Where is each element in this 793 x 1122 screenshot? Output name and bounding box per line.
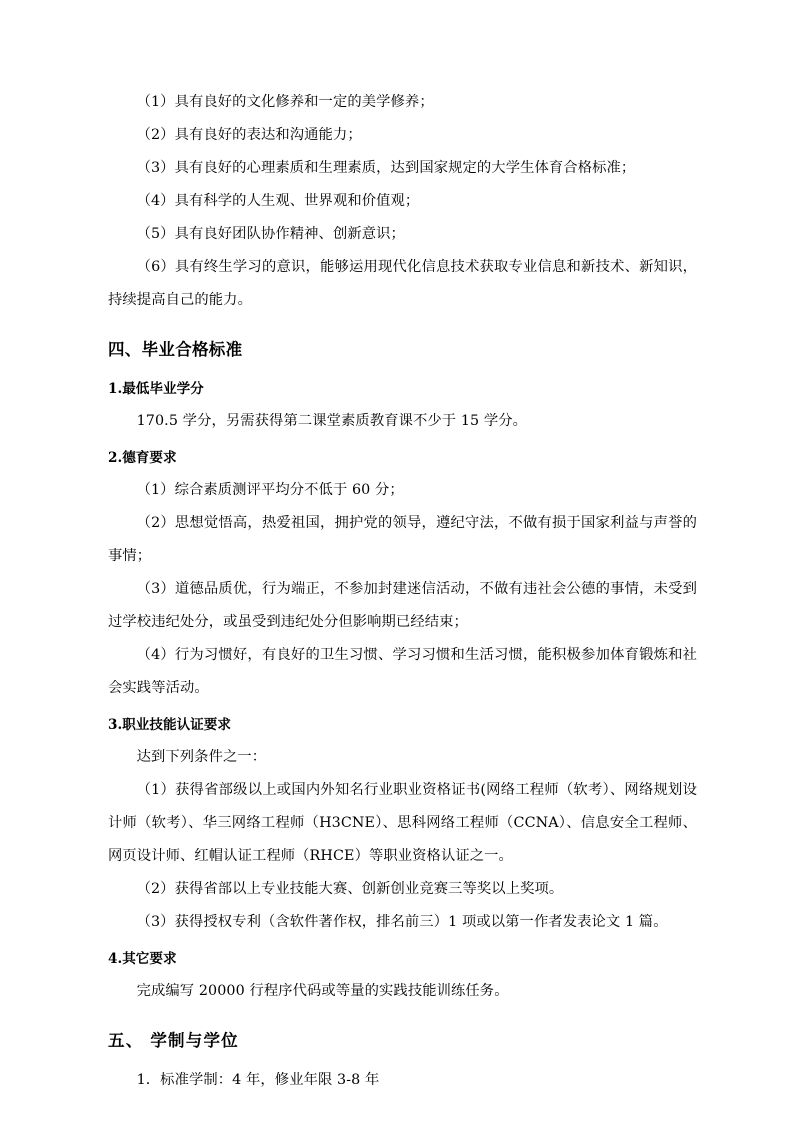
- intro-item-2: （2）具有良好的表达和沟通能力；: [136, 127, 362, 143]
- section-heading-four: 四、毕业合格标准: [108, 340, 243, 359]
- subheading-title-2: 德育要求: [122, 450, 177, 466]
- subheading-number-1: 1.: [108, 381, 123, 397]
- subheading-number-4: 4.: [108, 951, 123, 967]
- intro-item-1: （1）具有良好的文化修养和一定的美学修养；: [136, 94, 434, 110]
- moral-item-2: （2）思想觉悟高，热爱祖国，拥护党的领导，遵纪守法，不做有损于国家利益与声誉的事情；: [108, 515, 697, 564]
- subheading-minimum-credits: [108, 373, 697, 405]
- moral-item-4: （4）行为习惯好，有良好的卫生习惯、学习习惯和生活习惯，能积极参加体育锻炼和社会实践等活动。: [108, 647, 697, 696]
- intro-item-5: （5）具有良好团队协作精神、创新意识；: [136, 226, 405, 242]
- moral-requirements-list: [108, 474, 697, 705]
- intro-list: [108, 86, 697, 317]
- section-five-item-1: 1．标准学制：4 年，修业年限 3-8 年: [136, 1072, 380, 1088]
- subheading-title-3: 职业技能认证要求: [122, 717, 231, 733]
- vocational-item-3: （3）获得授权专利（含软件著作权，排名前三）1 项或以第一作者发表论文 1 篇。: [136, 914, 668, 930]
- subheading-number-3: 3.: [108, 717, 123, 733]
- other-requirements-body: 完成编写 20000 行程序代码或等量的实践技能训练任务。: [136, 983, 509, 999]
- intro-item-3: （3）具有良好的心理素质和生理素质，达到国家规定的大学生体育合格标准；: [136, 160, 636, 176]
- vocational-item-1: （1）获得省部级以上或国内外知名行业职业资格证书(网络工程师（软考）、网络规划设计师（软考）、华三网络工程师（H3CNE）、思科网络工程师（CCNA）、信息安全工程师、网页设计师、红帽认证工程师（RHCE）等职业资格认证之一。: [108, 782, 697, 864]
- vocational-lead: 达到下列条件之一：: [136, 749, 267, 765]
- subheading-moral-requirements: [108, 442, 697, 474]
- subheading-title-1: 最低毕业学分: [122, 381, 204, 397]
- intro-item-4: （4）具有科学的人生观、世界观和价值观；: [136, 193, 420, 209]
- vocational-item-2: （2）获得省部以上专业技能大赛、创新创业竞赛三等奖以上奖项。: [136, 881, 564, 897]
- minimum-credits-body: 170.5 学分，另需获得第二课堂素质教育课不少于 15 学分。: [136, 413, 528, 429]
- intro-item-6: （6）具有终生学习的意识，能够运用现代化信息技术获取专业信息和新技术、新知识，持续提高自己的能力。: [108, 259, 697, 308]
- subheading-title-4: 其它要求: [122, 951, 177, 967]
- subheading-number-2: 2.: [108, 450, 123, 466]
- moral-item-3: （3）道德品质优，行为端正，不参加封建迷信活动，不做有违社会公德的事情，未受到过学校违纪处分，或虽受到违纪处分但影响期已经结束；: [108, 581, 697, 630]
- section-five-list: [108, 1064, 697, 1097]
- subheading-other-requirements: [108, 943, 697, 975]
- vocational-certification-list: [108, 741, 697, 939]
- moral-item-1: （1）综合素质测评平均分不低于 60 分；: [136, 482, 404, 498]
- subheading-vocational-certification: [108, 709, 697, 741]
- section-heading-five: 五、 学制与学位: [108, 1031, 239, 1050]
